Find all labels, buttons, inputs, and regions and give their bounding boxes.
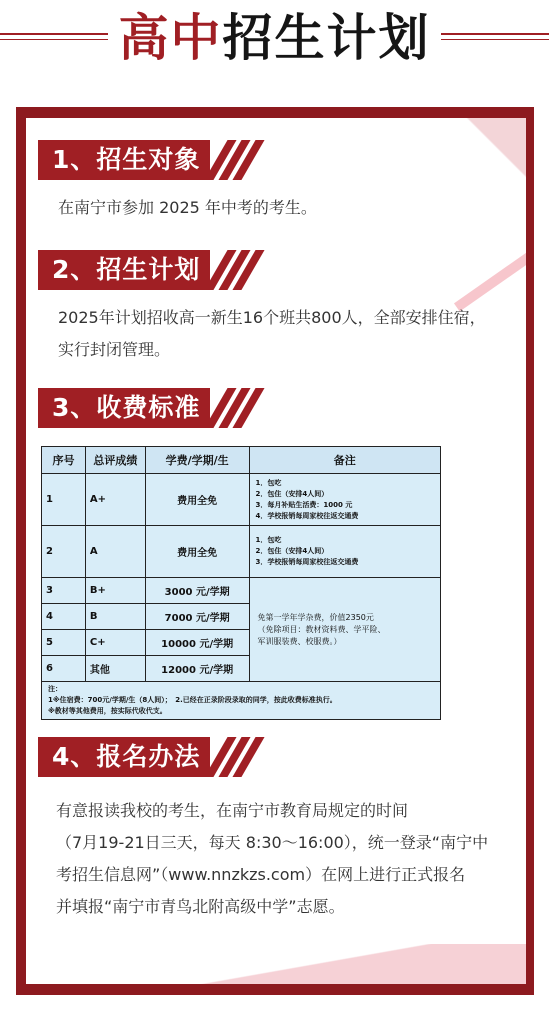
text-line: 考招生信息网”（www.nnzkzs.com）在网上进行正式报名 <box>56 865 466 884</box>
table-footer-row <box>42 682 441 720</box>
row-fee: 7000 元/学期 <box>145 604 249 630</box>
row-number: 1 <box>42 474 86 526</box>
slash-decoration <box>216 140 258 180</box>
row-fee: 费用全免 <box>145 474 249 526</box>
remark-line: 3．学校报销每周家校往返交通费 <box>255 558 359 566</box>
row-remark <box>249 526 440 578</box>
section-heading-2 <box>38 250 258 290</box>
table-row <box>42 526 441 578</box>
row-number: 5 <box>42 630 86 656</box>
fee-table <box>41 446 441 720</box>
row-fee: 费用全免 <box>145 526 249 578</box>
row-fee: 3000 元/学期 <box>145 578 249 604</box>
row-number: 3 <box>42 578 86 604</box>
text-line: 并填报“南宁市青鸟北附高级中学”志愿。 <box>56 897 345 916</box>
text-line: 实行封闭管理。 <box>58 340 171 359</box>
text-line: 有意报读我校的考生，在南宁市教育局规定的时间 <box>56 801 409 820</box>
section-2-text <box>58 302 528 366</box>
section-heading-label: 4、报名办法 <box>38 737 210 777</box>
table-header-row <box>42 447 441 474</box>
section-1-text <box>58 192 528 224</box>
page-title-highlight: 高中 <box>118 9 223 67</box>
row-number: 4 <box>42 604 86 630</box>
footnote-line: ※教材等其他费用，按实际代收代支。 <box>48 707 167 715</box>
row-grade: A+ <box>85 474 145 526</box>
pink-stripe-decoration <box>454 234 526 311</box>
remark-line: 3．每月补贴生活费：1000 元 <box>255 500 353 509</box>
page-title-rest: 招生计划 <box>222 9 431 67</box>
row-fee: 12000 元/学期 <box>145 656 249 682</box>
bottom-wave-decoration <box>26 944 526 984</box>
slash-decoration <box>216 388 258 428</box>
footnote-line: 注： <box>48 685 62 693</box>
text-line: 2025年计划招收高一新生16个班共800人，全部安排住宿， <box>58 308 486 327</box>
table-row <box>42 474 441 526</box>
section-heading-3 <box>38 388 258 428</box>
title-banner <box>0 0 549 100</box>
row-grade: 其他 <box>85 656 145 682</box>
remark-line: 2．包住（安排4人间） <box>255 547 329 555</box>
row-grade: B <box>85 604 145 630</box>
remark-line: 免第一学年学杂费，价值2350元 <box>257 612 374 622</box>
section-heading-label: 1、招生对象 <box>38 140 210 180</box>
remark-line: （免除项目：教材资料费、学平险、 <box>257 624 386 634</box>
page-title <box>0 6 549 70</box>
row-fee: 10000 元/学期 <box>145 630 249 656</box>
section-heading-1 <box>38 140 258 180</box>
row-grade: B+ <box>85 578 145 604</box>
remark-line: 4．学校报销每周家校往返交通费 <box>255 511 359 520</box>
section-heading-label: 3、收费标准 <box>38 388 210 428</box>
row-remark <box>249 474 440 526</box>
corner-fold-decoration <box>466 118 526 178</box>
row-number: 6 <box>42 656 86 682</box>
table-row <box>42 578 441 604</box>
section-heading-label: 2、招生计划 <box>38 250 210 290</box>
section-4-text <box>56 795 526 923</box>
exemption-remark <box>249 578 440 682</box>
remark-line: 1．包吃 <box>255 536 282 544</box>
text-line: 在南宁市参加 2025 年中考的考生。 <box>58 198 317 217</box>
row-grade: C+ <box>85 630 145 656</box>
footnote-line: 1※住宿费：700元/学期/生（8人间）； 2.已经在正录阶段录取的同学，按此收费标准执行。 <box>48 696 337 704</box>
text-line: （7月19-21日三天，每天 8:30～16:00），统一登录“南宁中 <box>56 833 489 852</box>
remark-line: 2．包住（安排4人间） <box>255 489 329 498</box>
table-footnote <box>42 682 441 720</box>
slash-decoration <box>216 737 258 777</box>
remark-line: 1．包吃 <box>255 478 282 487</box>
table-header-cell: 总评成绩 <box>85 447 145 474</box>
table-header-cell: 学费/学期/生 <box>145 447 249 474</box>
slash-decoration <box>216 250 258 290</box>
row-grade: A <box>85 526 145 578</box>
section-heading-4 <box>38 737 258 777</box>
remark-line: 军训服装费、校服费。） <box>257 636 342 646</box>
table-header-cell: 备注 <box>249 447 440 474</box>
row-number: 2 <box>42 526 86 578</box>
table-header-cell: 序号 <box>42 447 86 474</box>
